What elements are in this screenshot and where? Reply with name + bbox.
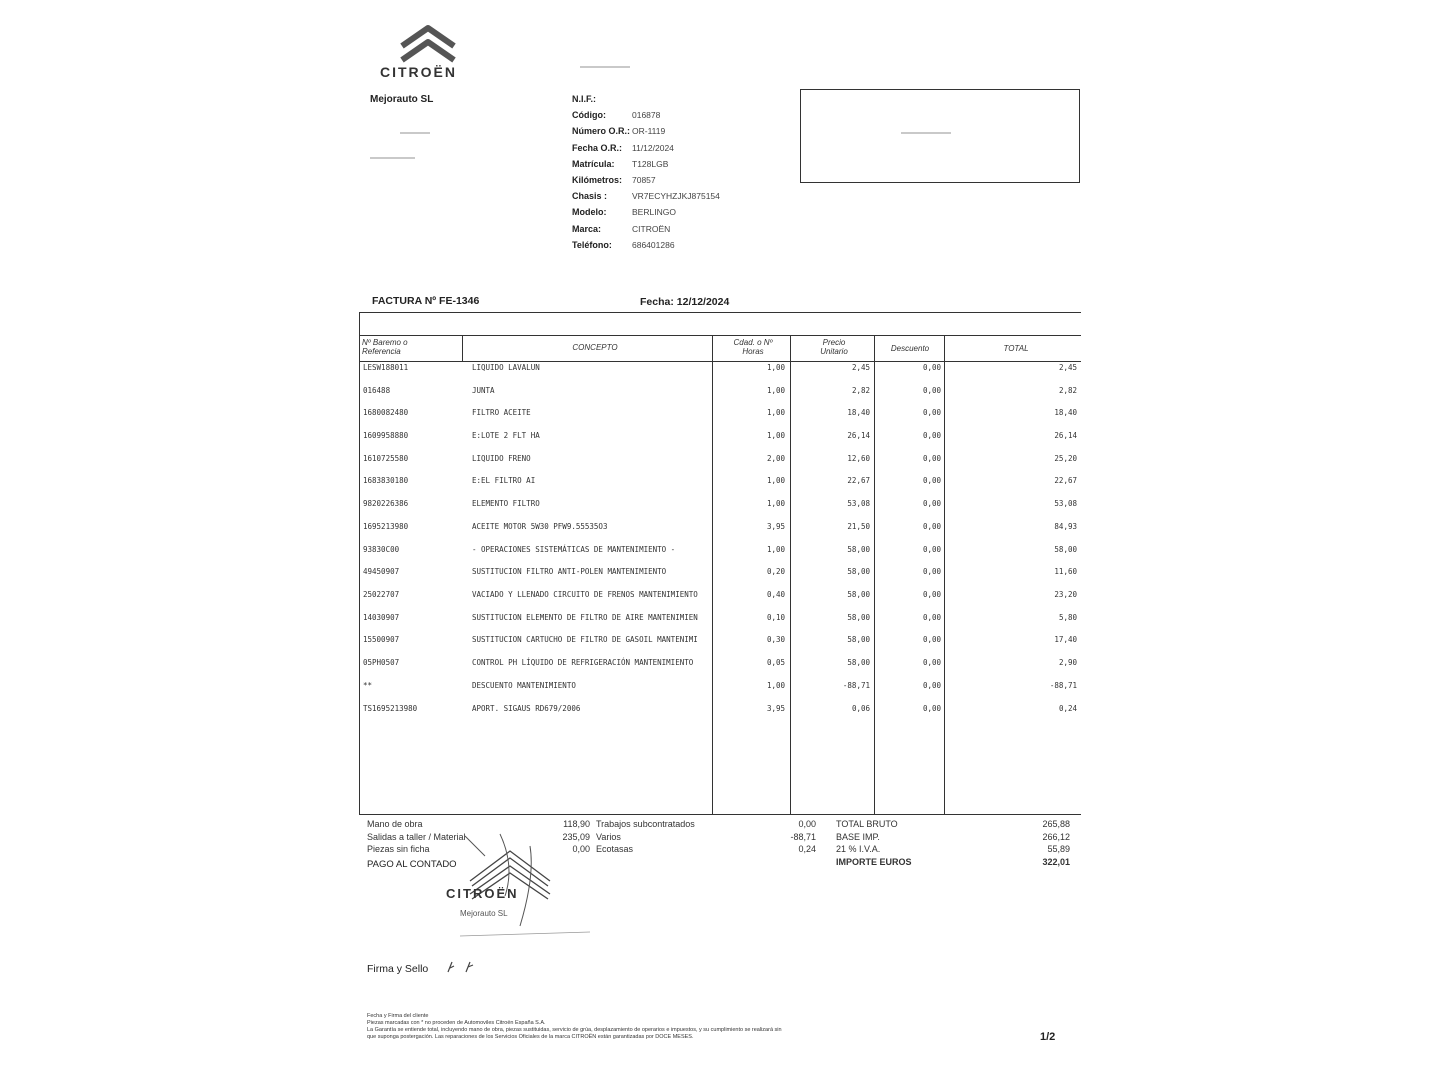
detail-row: Modelo: BERLINGO [572,207,676,218]
detail-row: Chasis : VR7ECYHZJKJ875154 [572,191,720,202]
redacted-line [580,66,630,68]
detail-row: Código: 016878 [572,110,661,121]
invoice-table [359,336,1081,815]
summary-middle-labels: Trabajos subcontratados Varios Ecotasas [596,819,695,854]
stamp-brand: CITROËN [446,886,519,901]
page-number: 1/2 [1040,1031,1056,1043]
company-name: Mejorauto SL [370,94,434,105]
summary-totals-values: 265,88 266,12 55,89 322,01 [1000,818,1070,868]
detail-row: Número O.R.: OR-1119 [572,126,666,137]
header-total: TOTAL [1003,344,1029,353]
column-divider [790,336,791,815]
brand-logo-text: CITROËN [380,64,457,80]
header-qty: Cdad. o Nº Horas [733,338,773,356]
column-divider [462,336,463,361]
invoice-number: FACTURA Nº FE-1346 [372,295,480,307]
detail-row: Marca: CITROËN [572,223,671,234]
redacted-line [400,132,430,134]
detail-row: Matrícula: T128LGB [572,158,669,169]
header-concept: CONCEPTO [572,343,618,352]
table-header-divider [359,361,1081,362]
payment-method: PAGO AL CONTADO [367,859,457,870]
grand-total-value: 322,01 [1042,856,1070,867]
table-top-band [359,312,1081,336]
redacted-line [901,132,951,134]
signature-label: Firma y Sello [367,963,429,975]
invoice-date: Fecha: 12/12/2024 [640,296,730,308]
column-divider [874,336,875,815]
detail-row: Fecha O.R.: 11/12/2024 [572,142,674,153]
summary-left-values: 118,90 235,09 0,00 [562,819,590,854]
grand-total-label: IMPORTE EUROS [836,856,912,867]
footer-notes: Fecha y Firma del cliente Piezas marcadas con * no proceden de Automoviles Citroën España S.A. La Garantía se entiende total, incluyendo mano de obra, piezas sustituidas, servicio de grúa, desplazamiento de operarios e impuestos, y su cumplimiento se realizará sin que suponga postergación. Las reparaciones de los Servicios Oficiales de la marca CITROËN están garantizadas por DOCE MESES. [367,1013,782,1040]
column-divider [712,336,713,815]
header-discount: Descuento [890,344,930,353]
summary-middle-values: 0,00 -88,71 0,24 [790,819,816,854]
stamp-company: Mejorauto SL [460,909,508,918]
signature-scribble-icon [444,958,480,976]
header-ref: Nº Baremo o Referencia [362,338,408,356]
summary-left-labels: Mano de obra Salidas a taller / Material Piezas sin ficha [367,819,466,854]
column-divider [944,336,945,815]
customer-address-box [800,89,1080,183]
vehicle-details [572,91,720,253]
redacted-line [370,157,415,159]
detail-row: Kilómetros: 70857 [572,174,656,185]
summary-totals-labels: TOTAL BRUTO BASE IMP. 21 % I.V.A. IMPORTE EUROS [836,819,912,867]
detail-row: N.I.F.: [572,94,596,104]
detail-row: Teléfono: 686401286 [572,239,675,250]
header-price: Precio Unitario [820,338,848,356]
